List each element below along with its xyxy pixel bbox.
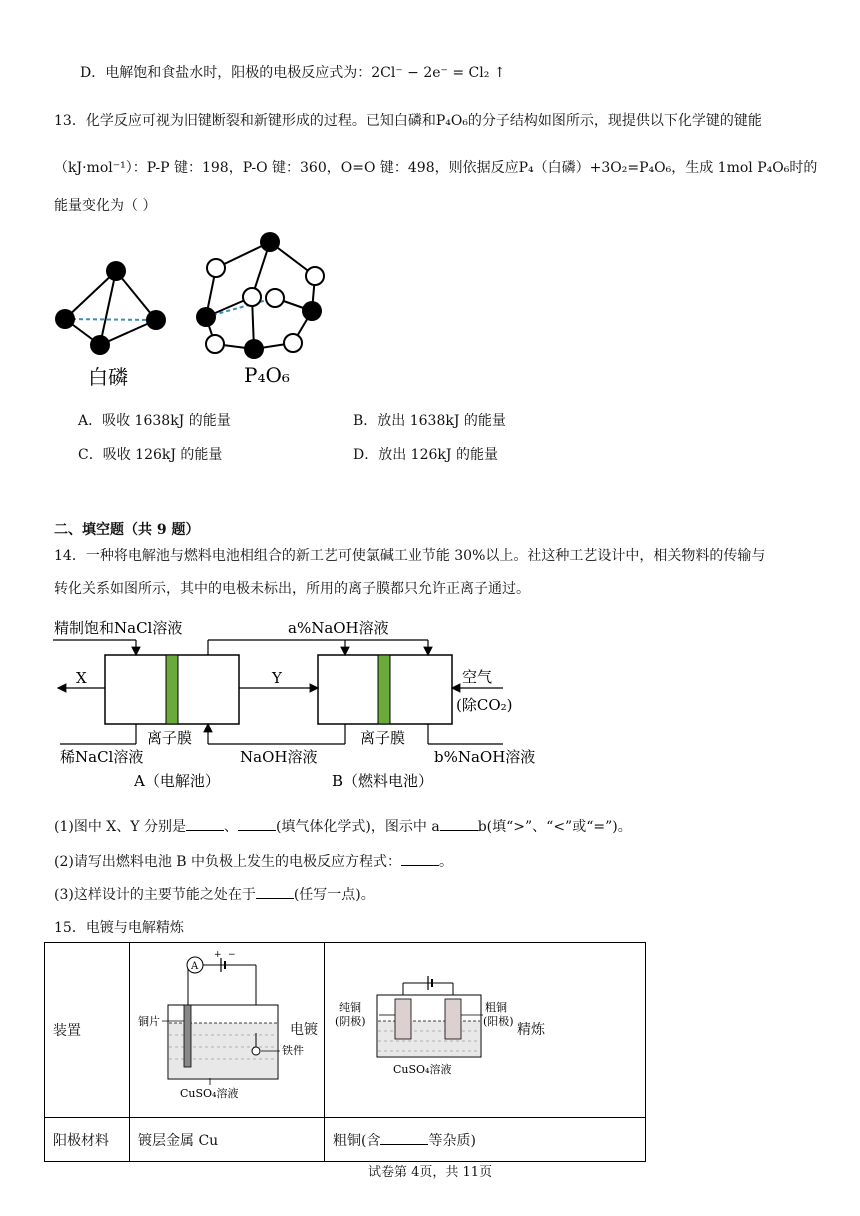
q14-sub1-part-c: (填气体化学式)，图示中 a [275,819,440,835]
table-row-anode [45,1118,646,1162]
q14-sub1-part-b: 、 [223,819,238,835]
row2-label: 阳极材料 [45,1118,130,1162]
blank-negative-electrode[interactable] [401,851,439,866]
section-2-title: 二、填空题（共 9 题） [54,522,200,538]
row2-refining-a: 粗铜(含 [333,1132,381,1149]
q13-option-b: B．放出 1638kJ 的能量 [353,413,506,429]
p4o6-molecule [196,232,324,359]
label-p4o6: P₄O₆ [244,363,290,387]
blank-compare[interactable] [440,816,478,831]
row1-label: 装置 [45,943,130,1118]
battery-plus: + [214,950,222,960]
q14-sub3-text: (3)这样设计的主要节能之处在于 [54,887,256,903]
label-x: X [76,669,87,687]
q13-line3: 能量变化为（ ） [54,198,157,214]
refining-label: 精炼 [517,1022,545,1038]
q14-sub2 [54,851,453,871]
q14-sub3-end: (任写一点)。 [293,887,375,903]
label-feed-nacl: 精制饱和NaCl溶液 [54,619,183,637]
plating-cell [130,943,325,1118]
plating-label: 电镀 [290,1022,318,1038]
label-y: Y [272,669,282,687]
label-cell-a: A（电解池） [134,772,220,790]
crude-copper-role: (阳极) [483,1015,514,1028]
label-air-note: (除CO₂) [456,696,513,714]
q14-sub2-end: 。 [439,854,454,870]
refining-cell [325,943,646,1118]
q13-line2: （kJ·mol⁻¹）：P-P 键：198，P-O 键：360，O=O 键：498，则依据反应P₄（白磷）+3O₂=P₄O₆，生成 1mol P₄O₆时的 [54,160,818,176]
refining-solution-label: CuSO₄溶液 [393,1063,452,1076]
q14-sub3 [54,884,375,904]
molecule-figure [48,228,338,398]
chlor-alkali-diagram [48,614,548,800]
pure-copper-role: (阴极) [335,1015,366,1028]
table-row-apparatus [45,943,646,1118]
label-white-phosphorus: 白磷 [88,365,128,389]
q13-option-c: C．吸收 126kJ 的能量 [78,447,223,463]
blank-energy-saving[interactable] [256,884,294,899]
q15-table [44,942,646,1162]
label-naoh-middle: NaOH溶液 [240,748,318,766]
cell-a-membrane [166,655,178,724]
q14-sub1-part-a: (1)图中 X、Y 分别是 [54,819,186,835]
label-membrane-b: 离子膜 [360,729,406,747]
battery-minus: − [228,950,236,960]
q15-title: 15．电镀与电解精炼 [54,920,184,936]
iron-piece-label: 铁件 [282,1044,304,1057]
blank-impurities[interactable] [380,1130,428,1145]
page-footer: 试卷第 4页，共 11页 [368,1165,493,1180]
label-membrane-a: 离子膜 [147,729,193,747]
row2-refining [325,1118,646,1162]
q14-line1: 14．一种将电解池与燃料电池相组合的新工艺可使氯碱工业节能 30%以上。社这种工艺设计中，相关物料的传输与 [54,548,766,564]
crude-copper-label: 粗铜 [485,1001,507,1014]
row2-refining-b: 等杂质) [428,1132,476,1149]
label-air: 空气 [462,668,493,686]
q14-sub1-part-d: b(填“>”、“<”或“=”)。 [477,819,632,835]
q14-sub2-text: (2)请写出燃料电池 B 中负极上发生的电极反应方程式： [54,854,402,870]
copper-sheet-label: 铜片 [138,1015,160,1028]
q14-sub1 [54,816,632,836]
refining-diagram [325,943,645,1113]
pure-copper-label: 纯铜 [339,1001,361,1014]
label-dilute-nacl: 稀NaCl溶液 [60,748,144,766]
blank-x[interactable] [186,816,224,831]
q12-option-d: D．电解饱和食盐水时，阳极的电极反应式为：2Cl⁻ − 2e⁻ = Cl₂ ↑ [80,65,506,81]
white-phosphorus-molecule [55,261,166,355]
blank-y[interactable] [238,816,276,831]
q14-line2: 转化关系如图所示，其中的电极未标出，所用的离子膜都只允许正离子通过。 [54,581,530,597]
ammeter-label: A [191,961,199,972]
cell-b-membrane [378,655,390,724]
label-b-naoh: b%NaOH溶液 [434,748,536,766]
q13-line1: 13．化学反应可视为旧键断裂和新键形成的过程。已知白磷和P₄O₆的分子结构如图所示，现提供以下化学键的键能 [54,113,762,129]
label-cell-b: B（燃料电池） [332,772,434,790]
label-a-naoh: a%NaOH溶液 [288,619,389,637]
q13-option-d: D．放出 126kJ 的能量 [353,447,498,463]
row2-plating: 镀层金属 Cu [130,1118,325,1162]
plating-solution-label: CuSO₄溶液 [180,1087,239,1100]
q13-option-a: A．吸收 1638kJ 的能量 [78,413,231,429]
